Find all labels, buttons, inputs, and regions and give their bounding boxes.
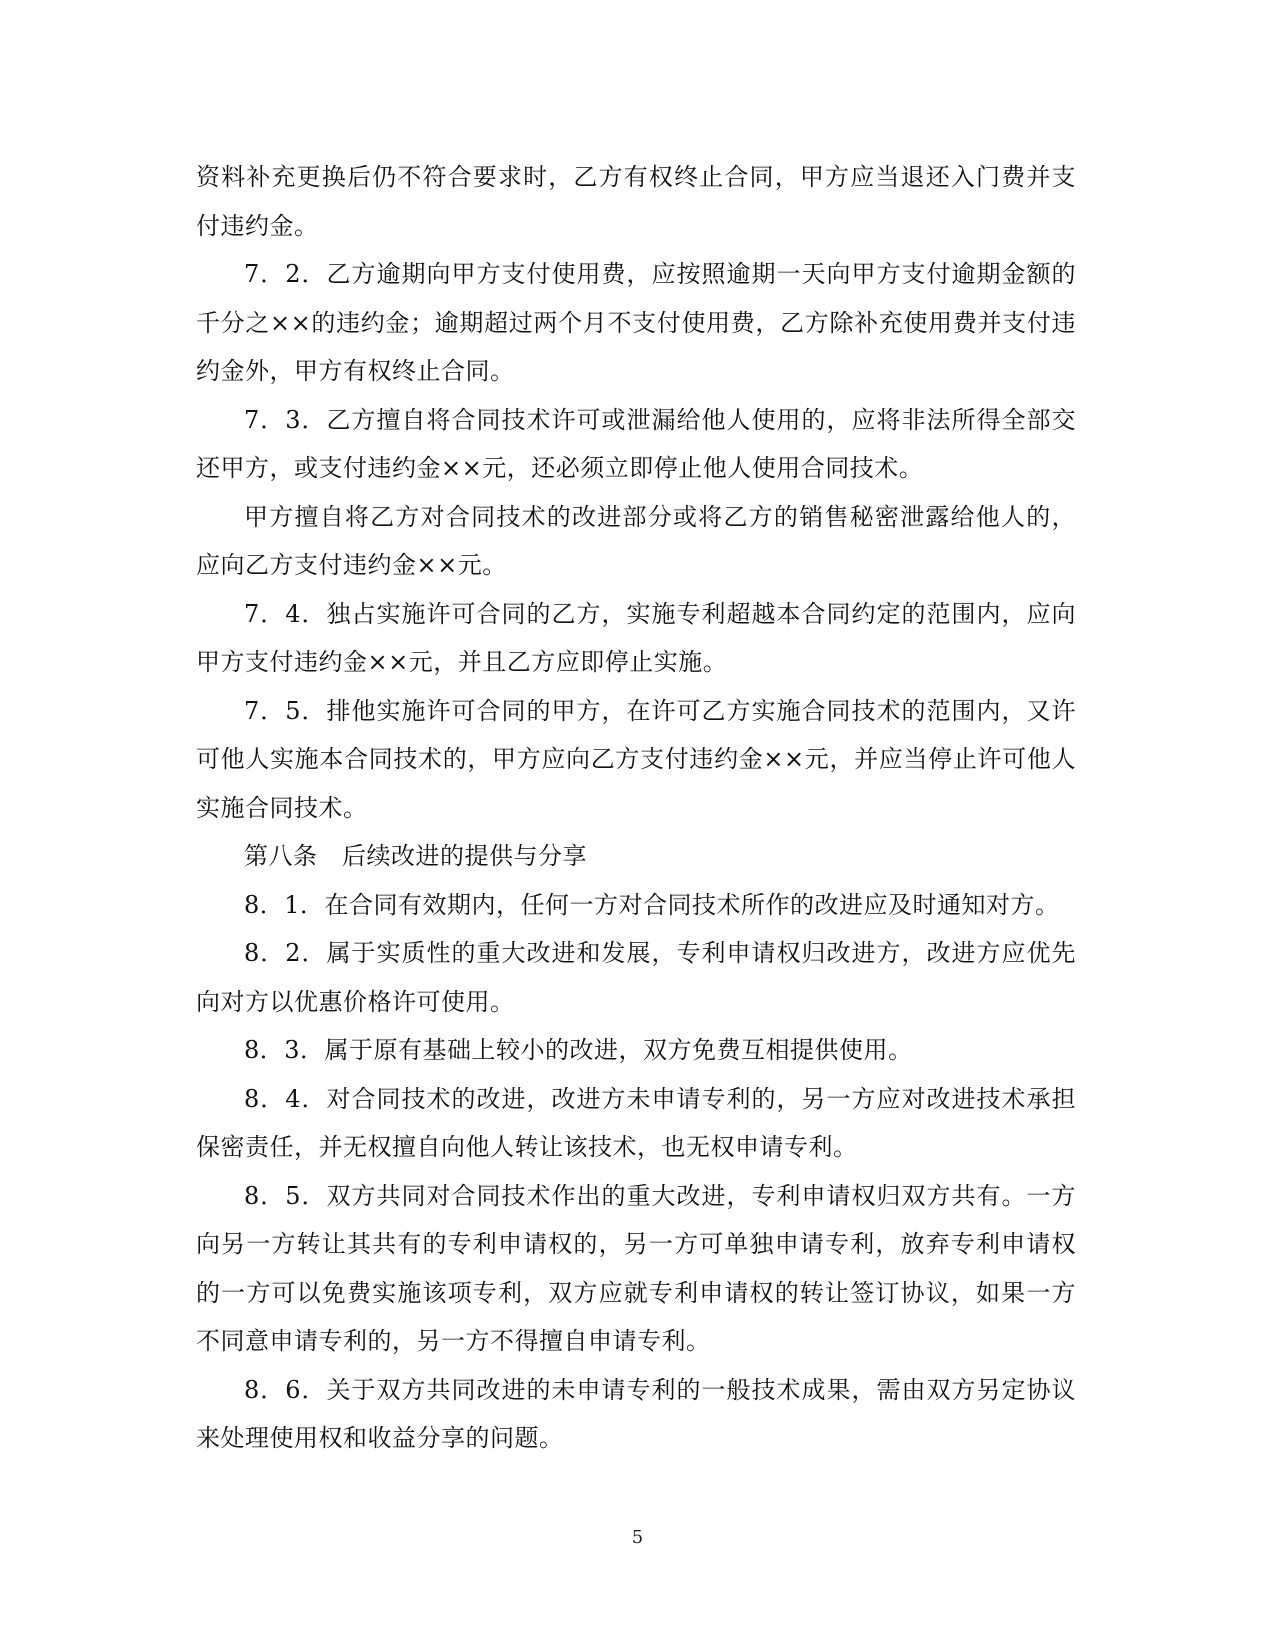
paragraph-8-2: 8．2．属于实质性的重大改进和发展，专利申请权归改进方，改进方应优先向对方以优惠价格许可使用。 xyxy=(196,939,1076,1016)
paragraph-8-4: 8．4．对合同技术的改进，改进方未申请专利的，另一方应对改进技术承担保密责任，并无权擅自向他人转让该技术，也无权申请专利。 xyxy=(196,1084,1076,1161)
paragraph-7-4: 7．4．独占实施许可合同的乙方，实施专利超越本合同约定的范围内，应向甲方支付违约金××元，并且乙方应即停止实施。 xyxy=(196,599,1076,676)
paragraph-7-2: 7．2．乙方逾期向甲方支付使用费，应按照逾期一天向甲方支付逾期金额的千分之××的违约金；逾期超过两个月不支付使用费，乙方除补充使用费并支付违约金外，甲方有权终止合同。 xyxy=(196,260,1076,385)
paragraph-8-3: 8．3．属于原有基础上较小的改进，双方免费互相提供使用。 xyxy=(244,1036,913,1064)
paragraph-continuation: 资料补充更换后仍不符合要求时，乙方有权终止合同，甲方应当退还入门费并支付违约金。 xyxy=(196,163,1076,240)
paragraph-7-3-supplement: 甲方擅自将乙方对合同技术的改进部分或将乙方的销售秘密泄露给他人的，应向乙方支付违约金××元。 xyxy=(196,502,1076,579)
paragraph-7-5: 7．5．排他实施许可合同的甲方，在许可乙方实施合同技术的范围内，又许可他人实施本合同技术的，甲方应向乙方支付违约金××元，并应当停止许可他人实施合同技术。 xyxy=(196,696,1076,822)
page-number: 5 xyxy=(631,1527,644,1548)
document-body xyxy=(196,153,1076,1463)
paragraph-8-1: 8．1．在合同有效期内，任何一方对合同技术所作的改进应及时通知对方。 xyxy=(244,890,1060,919)
paragraph-7-3: 7．3．乙方擅自将合同技术许可或泄漏给他人使用的，应将非法所得全部交还甲方，或支付违约金××元，还必须立即停止他人使用合同技术。 xyxy=(196,405,1076,482)
article-8-heading: 第八条 后续改进的提供与分享 xyxy=(244,842,587,870)
paragraph-8-5: 8．5．双方共同对合同技术作出的重大改进，专利申请权归双方共有。一方向另一方转让其共有的专利申请权的，另一方可单独申请专利，放弃专利申请权的一方可以免费实施该项专利，双方应就专利申请权的转让签订协议，如果一方不同意申请专利的，另一方不得擅自申请专利。 xyxy=(196,1181,1076,1355)
paragraph-8-6: 8．6．关于双方共同改进的未申请专利的一般技术成果，需由双方另定协议来处理使用权和收益分享的问题。 xyxy=(196,1375,1076,1452)
